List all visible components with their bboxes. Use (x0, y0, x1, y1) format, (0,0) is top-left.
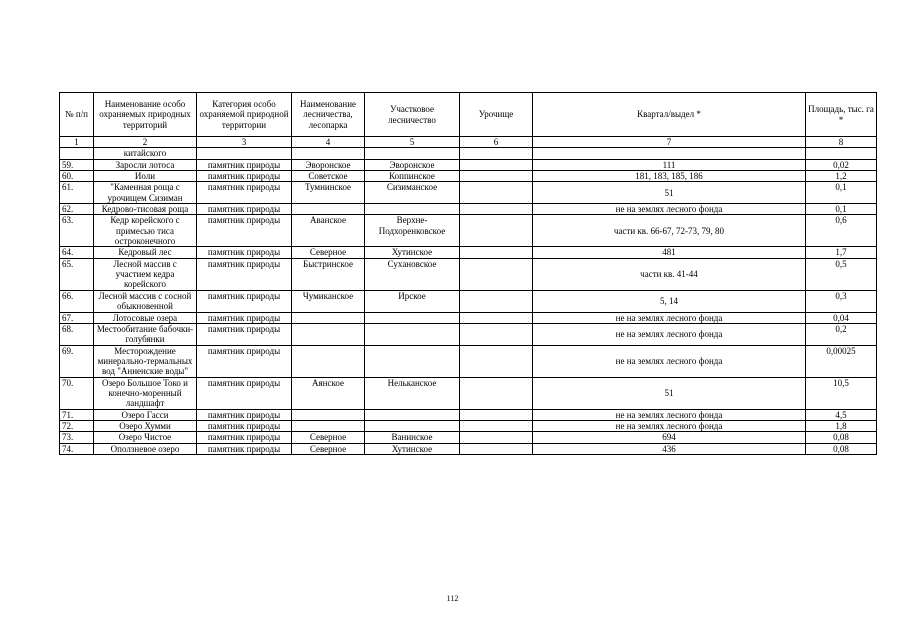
area-category: памятник природы (197, 409, 292, 420)
table-row (60, 247, 877, 258)
area-category: памятник природы (197, 420, 292, 431)
forestry-name: Аванское (292, 215, 365, 247)
area-name: китайского (94, 148, 197, 159)
header-category: Категория особо охраняемой природной территории (197, 93, 292, 137)
area-size: 1,8 (806, 420, 877, 431)
area-category: памятник природы (197, 171, 292, 182)
quarter-section: 111 (533, 159, 806, 170)
tract-name (460, 290, 533, 312)
table-row (60, 432, 877, 443)
area-size: 0,02 (806, 159, 877, 170)
quarter-section: 51 (533, 182, 806, 204)
area-size (806, 148, 877, 159)
tract-name (460, 148, 533, 159)
area-name: Иоли (94, 171, 197, 182)
forestry-name (292, 409, 365, 420)
forestry-name (292, 345, 365, 377)
area-category: памятник природы (197, 323, 292, 345)
table-row (60, 443, 877, 454)
row-number: 62. (60, 204, 94, 215)
table-row (60, 182, 877, 204)
area-size: 0,08 (806, 432, 877, 443)
area-size: 0,1 (806, 182, 877, 204)
column-number: 2 (94, 137, 197, 148)
quarter-section: не на землях лесного фонда (533, 420, 806, 431)
tract-name (460, 159, 533, 170)
area-name: Оползневое озеро (94, 443, 197, 454)
quarter-section: не на землях лесного фонда (533, 312, 806, 323)
forestry-name: Эворонское (292, 159, 365, 170)
area-name: "Каменная роща с урочищем Сизиман (94, 182, 197, 204)
page-number: 112 (446, 594, 459, 603)
row-number: 60. (60, 171, 94, 182)
row-number: 74. (60, 443, 94, 454)
row-number: 72. (60, 420, 94, 431)
district-forestry: Верхне-Подхоренковское (365, 215, 460, 247)
quarter-section (533, 148, 806, 159)
table-row (60, 409, 877, 420)
row-number: 69. (60, 345, 94, 377)
area-size: 10,5 (806, 377, 877, 409)
row-number: 63. (60, 215, 94, 247)
tract-name (460, 204, 533, 215)
district-forestry: Коппинское (365, 171, 460, 182)
column-number: 3 (197, 137, 292, 148)
row-number (60, 148, 94, 159)
tract-name (460, 323, 533, 345)
district-forestry (365, 312, 460, 323)
column-number: 5 (365, 137, 460, 148)
quarter-section: части кв. 41-44 (533, 258, 806, 290)
table-row (60, 290, 877, 312)
header-forestry: Наименование лесничества, лесопарка (292, 93, 365, 137)
column-number: 4 (292, 137, 365, 148)
area-size: 1,7 (806, 247, 877, 258)
area-category: памятник природы (197, 312, 292, 323)
table-row (60, 312, 877, 323)
area-size: 1,2 (806, 171, 877, 182)
area-category: памятник природы (197, 258, 292, 290)
header-row (60, 93, 877, 137)
area-category: памятник природы (197, 432, 292, 443)
area-size: 0,6 (806, 215, 877, 247)
quarter-section: 5, 14 (533, 290, 806, 312)
table-row (60, 171, 877, 182)
area-category: памятник природы (197, 204, 292, 215)
area-category: памятник природы (197, 443, 292, 454)
area-category: памятник природы (197, 247, 292, 258)
district-forestry: Хутинское (365, 247, 460, 258)
table-row (60, 159, 877, 170)
row-number: 70. (60, 377, 94, 409)
tract-name (460, 443, 533, 454)
quarter-section: 481 (533, 247, 806, 258)
row-number: 64. (60, 247, 94, 258)
column-number: 8 (806, 137, 877, 148)
district-forestry: Сухановское (365, 258, 460, 290)
table-row (60, 345, 877, 377)
area-size: 0,1 (806, 204, 877, 215)
area-name: Кедрово-тисовая роща (94, 204, 197, 215)
forestry-name (292, 204, 365, 215)
area-size: 0,08 (806, 443, 877, 454)
row-number: 65. (60, 258, 94, 290)
quarter-section: не на землях лесного фонда (533, 409, 806, 420)
area-name: Лотосовые озера (94, 312, 197, 323)
district-forestry (365, 323, 460, 345)
district-forestry (365, 409, 460, 420)
table-row (60, 204, 877, 215)
area-category: памятник природы (197, 290, 292, 312)
area-category: памятник природы (197, 215, 292, 247)
area-name: Кедр корейского с примесью тиса остроконечного (94, 215, 197, 247)
quarter-section: не на землях лесного фонда (533, 204, 806, 215)
area-size: 0,2 (806, 323, 877, 345)
forestry-name: Быстринское (292, 258, 365, 290)
header-name: Наименование особо охраняемых природных территорий (94, 93, 197, 137)
area-name: Заросли лотоса (94, 159, 197, 170)
column-number: 6 (460, 137, 533, 148)
district-forestry: Нельканское (365, 377, 460, 409)
area-category: памятник природы (197, 182, 292, 204)
quarter-section: 51 (533, 377, 806, 409)
area-name: Лесной массив с сосной обыкновенной (94, 290, 197, 312)
tract-name (460, 420, 533, 431)
forestry-name: Северное (292, 443, 365, 454)
area-size: 4,5 (806, 409, 877, 420)
column-number-row (60, 137, 877, 148)
quarter-section: 181, 183, 185, 186 (533, 171, 806, 182)
table-row (60, 377, 877, 409)
header-tract: Урочище (460, 93, 533, 137)
row-number: 61. (60, 182, 94, 204)
table-row (60, 215, 877, 247)
area-category: памятник природы (197, 159, 292, 170)
table-row (60, 148, 877, 159)
forestry-name (292, 323, 365, 345)
area-category: памятник природы (197, 345, 292, 377)
district-forestry: Хутинское (365, 443, 460, 454)
tract-name (460, 432, 533, 443)
area-name: Озеро Большое Токо и конечно-моренный ландшафт (94, 377, 197, 409)
forestry-name (292, 312, 365, 323)
area-name: Местообитание бабочки-голубянки (94, 323, 197, 345)
forestry-name (292, 148, 365, 159)
table-row (60, 323, 877, 345)
tract-name (460, 182, 533, 204)
header-district: Участковое лесничество (365, 93, 460, 137)
quarter-section: не на землях лесного фонда (533, 345, 806, 377)
forestry-name: Тумнинское (292, 182, 365, 204)
quarter-section: не на землях лесного фонда (533, 323, 806, 345)
forestry-name: Чумиканское (292, 290, 365, 312)
tract-name (460, 312, 533, 323)
area-name: Месторождение минерально-термальных вод "Анненские воды" (94, 345, 197, 377)
district-forestry: Ванинское (365, 432, 460, 443)
forestry-name: Советское (292, 171, 365, 182)
column-number: 7 (533, 137, 806, 148)
tract-name (460, 171, 533, 182)
district-forestry (365, 204, 460, 215)
tract-name (460, 247, 533, 258)
area-name: Кедровый лес (94, 247, 197, 258)
column-number: 1 (60, 137, 94, 148)
table-row (60, 420, 877, 431)
row-number: 67. (60, 312, 94, 323)
forestry-name (292, 420, 365, 431)
forestry-name: Северное (292, 432, 365, 443)
district-forestry: Эворонское (365, 159, 460, 170)
header-quarter: Квартал/выдел * (533, 93, 806, 137)
forestry-name: Северное (292, 247, 365, 258)
tract-name (460, 215, 533, 247)
area-size: 0,3 (806, 290, 877, 312)
area-name: Озеро Чистое (94, 432, 197, 443)
district-forestry: Сизиманское (365, 182, 460, 204)
header-area: Площадь, тыс. га * (806, 93, 877, 137)
row-number: 73. (60, 432, 94, 443)
tract-name (460, 345, 533, 377)
tract-name (460, 409, 533, 420)
row-number: 68. (60, 323, 94, 345)
quarter-section: 436 (533, 443, 806, 454)
district-forestry (365, 345, 460, 377)
district-forestry (365, 148, 460, 159)
quarter-section: части кв. 66-67, 72-73, 79, 80 (533, 215, 806, 247)
district-forestry (365, 420, 460, 431)
district-forestry: Ирское (365, 290, 460, 312)
table-row (60, 258, 877, 290)
forestry-name: Аянское (292, 377, 365, 409)
area-name: Озеро Гасси (94, 409, 197, 420)
row-number: 59. (60, 159, 94, 170)
tract-name (460, 377, 533, 409)
area-name: Озеро Хумми (94, 420, 197, 431)
area-size: 0,5 (806, 258, 877, 290)
area-size: 0,00025 (806, 345, 877, 377)
area-size: 0,04 (806, 312, 877, 323)
row-number: 66. (60, 290, 94, 312)
tract-name (460, 258, 533, 290)
area-category: памятник природы (197, 377, 292, 409)
area-name: Лесной массив с участием кедра корейского (94, 258, 197, 290)
quarter-section: 694 (533, 432, 806, 443)
protected-areas-table (59, 92, 877, 455)
row-number: 71. (60, 409, 94, 420)
header-number: № п/п (60, 93, 94, 137)
area-category (197, 148, 292, 159)
